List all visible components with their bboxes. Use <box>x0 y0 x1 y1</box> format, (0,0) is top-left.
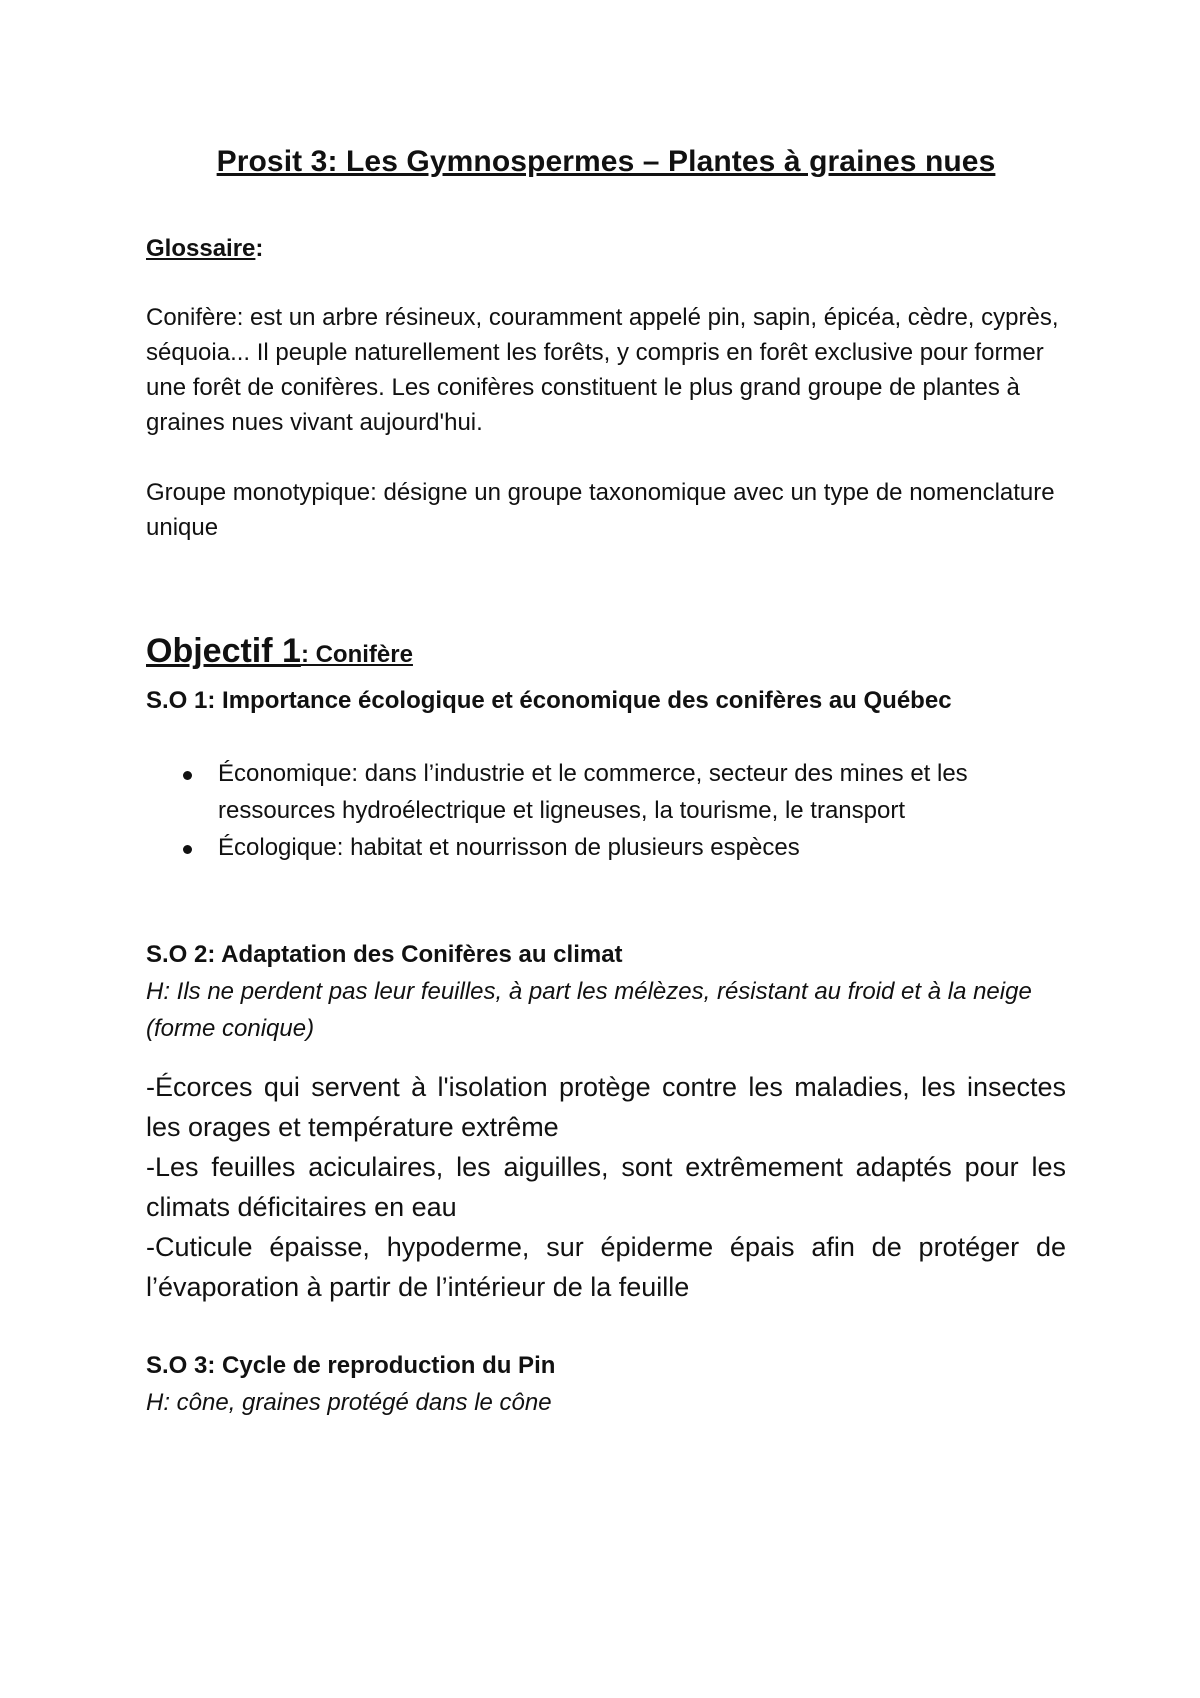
list-item-text: Écologique: habitat et nourrisson de plusieurs espèces <box>218 834 800 861</box>
adaptation-point: -Cuticule épaisse, hypoderme, sur épiderme épais afin de protéger de l’évaporation à partir de l’intérieur de la feuille <box>146 1232 1066 1302</box>
definition-text: est un arbre résineux, couramment appelé pin, sapin, épicéa, cèdre, cyprès, séquoia... Il peuple naturellement les forêts, y compris en forêt exclusive pour former une forêt de conifères. Les conifères constituent le plus grand groupe de plantes à graines nues vivant aujourd'hui. <box>146 304 1059 436</box>
objectif-heading <box>146 629 1066 680</box>
objectif-number: Objectif 1 <box>146 632 301 670</box>
adaptation-point: -Les feuilles aciculaires, les aiguilles, sont extrêmement adaptés pour les climats déficitaires en eau <box>146 1152 1066 1222</box>
glossaire-heading-text: Glossaire <box>146 235 256 262</box>
so1-bullet-list <box>146 755 1066 866</box>
definition-text: désigne un groupe taxonomique avec un type de nomenclature unique <box>146 479 1055 541</box>
so2-hypothesis: H: Ils ne perdent pas leur feuilles, à part les mélèzes, résistant au froid et à la neige (forme conique) <box>146 978 1032 1042</box>
document-page <box>146 140 1066 1421</box>
so3-hypothesis: H: cône, graines protégé dans le cône <box>146 1389 552 1416</box>
bullet-icon <box>183 845 192 854</box>
so2-heading: S.O 2: Adaptation des Conifères au climat <box>146 941 623 968</box>
definition-term: Conifère: <box>146 304 244 331</box>
definition-term: Groupe monotypique: <box>146 479 377 506</box>
list-item <box>218 829 1066 866</box>
adaptation-point: -Écorces qui servent à l'isolation protège contre les maladies, les insectes les orages et température extrême <box>146 1072 1066 1142</box>
so1-heading: S.O 1: Importance écologique et économique des conifères au Québec <box>146 687 952 714</box>
glossaire-heading-colon: : <box>255 235 264 262</box>
so2-adaptations <box>146 1067 1066 1307</box>
glossaire-heading <box>146 232 1066 266</box>
definition-conifere <box>146 300 1066 440</box>
document-title: Prosit 3: Les Gymnospermes – Plantes à graines nues <box>216 145 996 178</box>
list-item-text: Économique: dans l’industrie et le commerce, secteur des mines et les ressources hydroélectrique et ligneuses, la tourisme, le transport <box>218 760 968 824</box>
definition-groupe-monotypique <box>146 475 1066 545</box>
so3-heading: S.O 3: Cycle de reproduction du Pin <box>146 1352 556 1379</box>
list-item <box>218 755 1066 829</box>
bullet-icon <box>183 771 192 780</box>
objectif-topic: : Conifère <box>300 641 413 668</box>
